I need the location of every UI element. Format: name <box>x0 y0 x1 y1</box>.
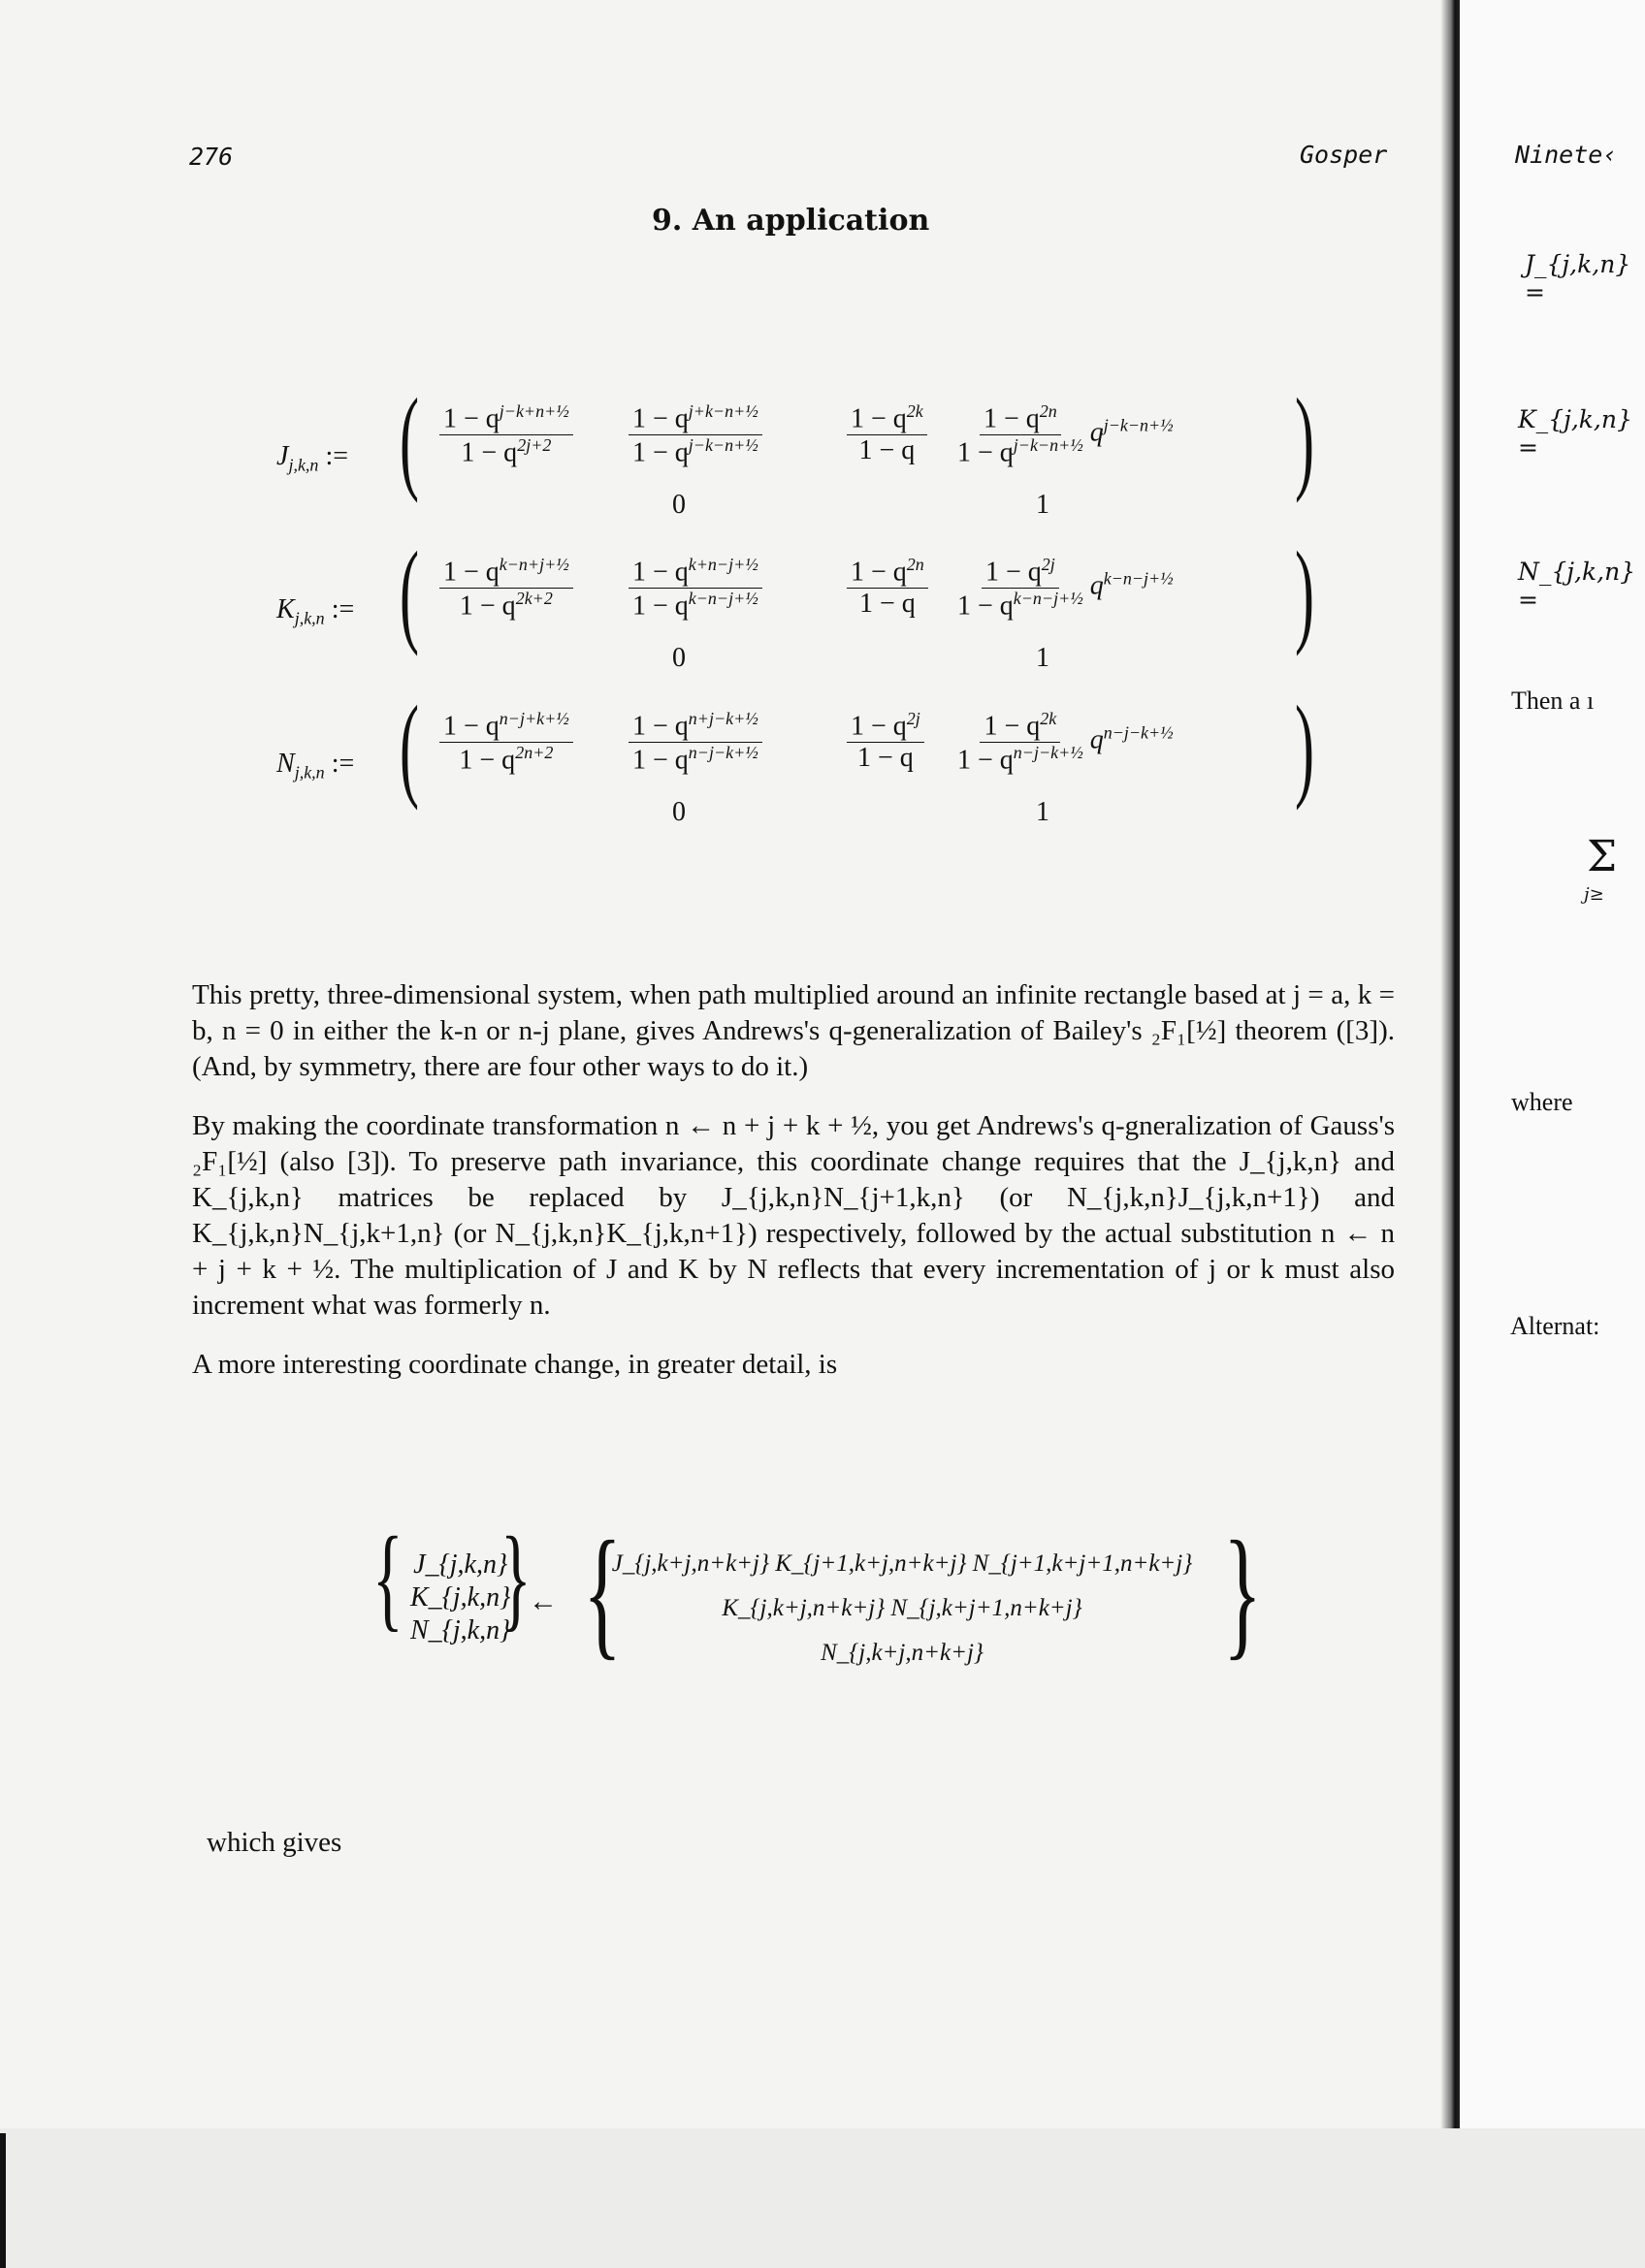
matrix-label: $J_{j,k,n}$ := <box>276 441 349 475</box>
lhs-row-3: N_{j,k,n} <box>410 1615 511 1645</box>
right-alternat-text: Alternat: <box>1510 1312 1600 1340</box>
entry-21: 0 <box>672 490 686 520</box>
entry-12: $\frac{1 - q^{k+n-j+\frac{1}{2}}}{1 - q^{k-n-j+\frac{1}{2}}}$ <box>626 556 765 620</box>
matrix-k <box>272 527 1339 691</box>
entry-14: $\frac{1 - q^{2j}}{1 - q^{k-n-j+\frac{1}{2}}}$ $q^{k-n-j+\frac{1}{2}}$ <box>957 555 1174 622</box>
left-paren: ( <box>399 527 419 656</box>
paragraph-3: A more interesting coordinate change, in greater detail, is <box>192 1349 838 1380</box>
entry-12: $\frac{1 - q^{j+k-n+\frac{1}{2}}}{1 - q^{j-k-n+\frac{1}{2}}}$ <box>626 402 765 466</box>
paragraph-2: By making the coordinate transformation n ← n + j + k + ½, you get Andrews's q-gneralization of Gauss's ₂F₁[½] (also [3]). To preserve path invariance, this coordinate change requires that the J_{j,k,n} and K_{j,k,n} matrices be replaced by J_{j,k,n}N_{j+1,k,n} (or N_{j,k,n}J_{j,k,n+1}) and K_{j,k,n}N_{j,k+1,n} (or N_{j,k,n}K_{j,k,n+1}) respectively, followed by the actual substitution n ← n + j + k + ½. The multiplication of J and K by N reflects that every incrementation of j or k must also increment what was formerly n. <box>192 1110 1395 1321</box>
left-paren: ( <box>399 374 419 503</box>
lhs-row-1: J_{j,k,n} <box>413 1549 508 1580</box>
left-paren: ( <box>399 682 419 811</box>
transform-rhs <box>597 1542 1208 1676</box>
entry-13: $\frac{1 - q^{2k}}{1 - q}$ <box>844 402 930 464</box>
body-text <box>192 977 1395 1406</box>
entry-13: $\frac{1 - q^{2n}}{1 - q}$ <box>844 556 931 618</box>
rhs-row-3: N_{j,k+j,n+k+j} <box>821 1640 984 1666</box>
matrix-label: $N_{j,k,n}$ := <box>276 749 355 783</box>
entry-12: $\frac{1 - q^{n+j-k+\frac{1}{2}}}{1 - q^{n-j-k+\frac{1}{2}}}$ <box>626 710 765 774</box>
entry-22: 1 <box>1036 643 1049 673</box>
right-label-k: K_{j,k,n} = <box>1518 405 1632 462</box>
transform-arrow: ← <box>529 1585 558 1617</box>
right-then-text: Then a ı <box>1511 687 1595 715</box>
matrix-label: $K_{j,k,n}$ := <box>276 594 355 628</box>
entry-14: $\frac{1 - q^{2k}}{1 - q^{n-j-k+\frac{1}{2}}}$ $q^{n-j-k+\frac{1}{2}}$ <box>957 709 1174 776</box>
right-brace-lhs: } <box>500 1513 532 1642</box>
running-head: Gosper <box>1300 141 1388 169</box>
right-page <box>1460 0 1645 2133</box>
section-title: 9. An application <box>652 204 930 238</box>
entry-22: 1 <box>1036 490 1049 520</box>
entry-11: $\frac{1 - q^{n-j+k+\frac{1}{2}}}{1 - q^{2n+2}}$ <box>436 710 576 774</box>
entry-22: 1 <box>1036 797 1049 827</box>
right-page-head: Ninete‹ <box>1515 141 1618 169</box>
right-sum-sub: j≥ <box>1584 884 1604 905</box>
right-paren: ) <box>1294 527 1314 656</box>
entry-11: $\frac{1 - q^{k-n+j+\frac{1}{2}}}{1 - q^{2k+2}}$ <box>436 556 576 620</box>
right-brace-rhs: } <box>1223 1512 1262 1673</box>
right-paren: ) <box>1294 374 1314 503</box>
matrix-n <box>272 682 1339 846</box>
entry-21: 0 <box>672 797 686 827</box>
left-brace-lhs: { <box>371 1513 403 1642</box>
coordinate-transform-equation <box>371 1512 1262 1682</box>
paragraph-1: This pretty, three-dimensional system, when path multiplied around an infinite rectangle based at j = a, k = b, n = 0 in either the k-n or n-j plane, gives Andrews's q-generalization of Bailey's ₂F₁[½] theorem ([3]). (And, by symmetry, there are four other ways to do it.) <box>192 979 1395 1082</box>
rhs-row-2: K_{j,k+j,n+k+j} N_{j,k+j+1,n+k+j} <box>722 1595 1082 1621</box>
left-edge-bar <box>0 2133 6 2268</box>
page-number: 276 <box>189 143 234 171</box>
entry-21: 0 <box>672 643 686 673</box>
lhs-row-2: K_{j,k,n} <box>410 1582 511 1613</box>
right-sum-symbol: Σ <box>1587 832 1618 881</box>
right-where-text: where <box>1511 1088 1573 1116</box>
right-label-n: N_{j,k,n} = <box>1518 558 1636 614</box>
right-paren: ) <box>1294 682 1314 811</box>
matrix-j <box>272 374 1339 538</box>
right-label-j: J_{j,k,n} = <box>1525 250 1631 306</box>
page-fold-shadow <box>1440 0 1460 2133</box>
which-gives-text: which gives <box>207 1827 342 1858</box>
left-brace-rhs: { <box>583 1512 622 1673</box>
entry-14: $\frac{1 - q^{2n}}{1 - q^{j-k-n+\frac{1}{2}}}$ $q^{j-k-n+\frac{1}{2}}$ <box>957 401 1174 468</box>
entry-11: $\frac{1 - q^{j-k+n+\frac{1}{2}}}{1 - q^{2j+2}}$ <box>436 402 576 466</box>
transform-lhs <box>410 1549 510 1647</box>
entry-13: $\frac{1 - q^{2j}}{1 - q}$ <box>844 710 927 772</box>
rhs-row-1: J_{j,k+j,n+k+j} K_{j+1,k+j,n+k+j} N_{j+1,k+j+1,n+k+j} <box>611 1550 1193 1577</box>
bottom-margin-area <box>0 2128 1645 2268</box>
